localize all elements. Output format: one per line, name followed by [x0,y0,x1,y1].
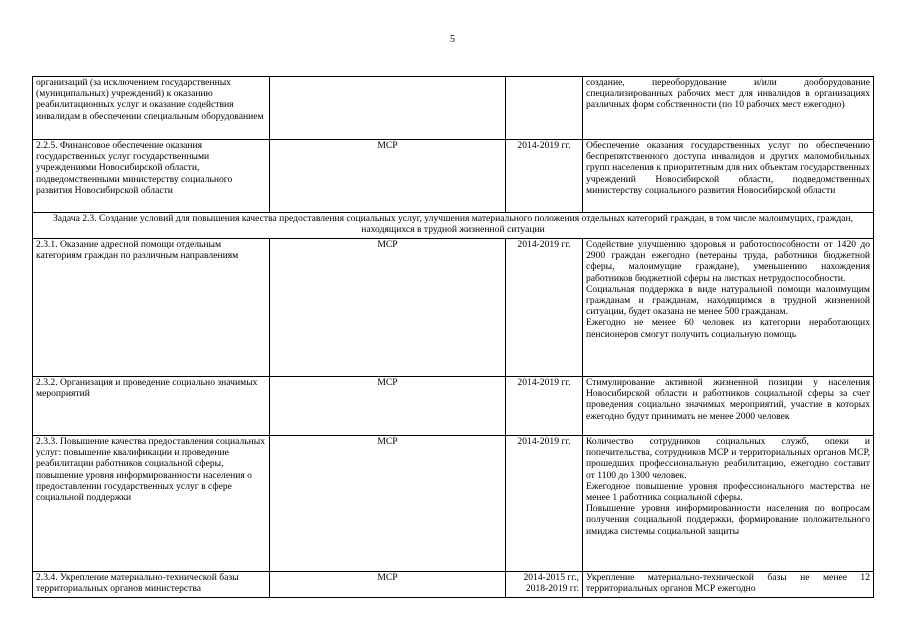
result-paragraph: Повышение уровня информированности населения по вопросам получения социальной поддержки, формирование положительного имиджа системы социальной защиты [586,503,870,537]
task-heading: Задача 2.3. Создание условий для повышения качества предоставления социальных услуг, улучшения материального положения отдельных категорий граждан, в том числе малоимущих, граждан, находящихся в трудной жизненной ситуации [33,213,874,239]
measure-period [506,77,583,140]
measure-executor: МСР [270,436,506,572]
result-paragraph: Содействие улучшению здоровья и работоспособности от 1420 до 2900 граждан ежегодно (ветераны труда, работники бюджетной сферы, малоимущие граждане), уменьшению нахождения работников бюджетной сферы на листках нетрудоспособности. [586,239,870,284]
result-paragraph: Стимулирование активной жизненной позиции у населения Новосибирской области и работников социальной сферы за счет проведения социально значимых мероприятий, участие в которых ежегодно будут принимать не менее 2000 человек [586,377,870,422]
result-paragraph: Укрепление материально-технической базы не менее 12 территориальных органов МСР ежегодно [586,572,870,595]
result-paragraph: создание, переоборудование и/или дооборудование специализированных рабочих мест для инвалидов в организациях различных форм собственности (по 10 рабочих мест ежегодно) [586,77,870,111]
period-line: 2014-2015 гг., [523,572,579,583]
measure-name: 2.3.4. Укрепление материально-технической базы территориальных органов министерства [33,572,270,598]
measure-name: 2.2.5. Финансовое обеспечение оказания государственных услуг государственными учреждениями Новосибирской области, подведомственными министерству социального развития Новосибирской области [33,140,270,213]
task-row [33,213,874,239]
program-measures-table [32,76,874,598]
measure-result [583,77,874,140]
period-line: 2018-2019 гг. [525,583,579,595]
measure-executor: МСР [270,572,506,598]
measure-result [583,572,874,598]
measure-executor: МСР [270,377,506,436]
page-number: 5 [450,34,455,45]
measure-executor: МСР [270,239,506,377]
measure-name: 2.3.1. Оказание адресной помощи отдельным категориям граждан по различным направлениям [33,239,270,377]
table-row [33,77,874,140]
measure-period: 2014-2019 гг. [506,140,583,213]
measure-result [583,140,874,213]
result-paragraph: Ежегодно не менее 60 человек из категории неработающих пенсионеров смогут получить социальную помощь [586,317,870,340]
result-paragraph: Обеспечение оказания государственных услуг по обеспечению беспрепятственного доступа инвалидов и других маломобильных групп населения к приоритетным для них объектам государственных учреждений Новосибирской области, подведомственных министерству социального развития Новосибирской области [586,140,870,196]
measure-period: 2014-2019 гг. [506,377,583,436]
measure-period: 2014-2019 гг. [506,436,583,572]
table-row [33,377,874,436]
measure-result [583,239,874,377]
table-row [33,436,874,572]
measure-name: 2.3.2. Организация и проведение социально значимых мероприятий [33,377,270,436]
measure-name: организаций (за исключением государственных (муниципальных) учреждений) к оказанию реабилитационных услуг и оказание содействия инвалидам в обеспечении специальным оборудованием [33,77,270,140]
measure-executor [270,77,506,140]
measure-executor: МСР [270,140,506,213]
table-row [33,140,874,213]
result-paragraph: Количество сотрудников социальных служб, опеки и попечительства, сотрудников МСР и территориальных органов МСР, прошедших профессиональную реабилитацию, ежегодно составит от 1100 до 1300 человек. [586,436,870,481]
table-row [33,239,874,377]
table-row [33,572,874,598]
result-paragraph: Социальная поддержка в виде натуральной помощи малоимущим гражданам и гражданам, находящимся в трудной жизненной ситуации, будет оказана не менее 500 гражданам. [586,283,870,318]
measure-period: 2014-2019 гг. [506,239,583,377]
measure-name: 2.3.3. Повышение качества предоставления социальных услуг: повышение квалификации и проведение реабилитации работников социальной сферы, повышение уровня информированности населения о предоставлении государственных услуг в сфере социальной поддержки [33,436,270,572]
measure-result [583,436,874,572]
measure-period [506,572,583,598]
result-paragraph: Ежегодное повышение уровня профессионального мастерства не менее 1 работника социальной сферы. [586,480,870,504]
measure-result [583,377,874,436]
